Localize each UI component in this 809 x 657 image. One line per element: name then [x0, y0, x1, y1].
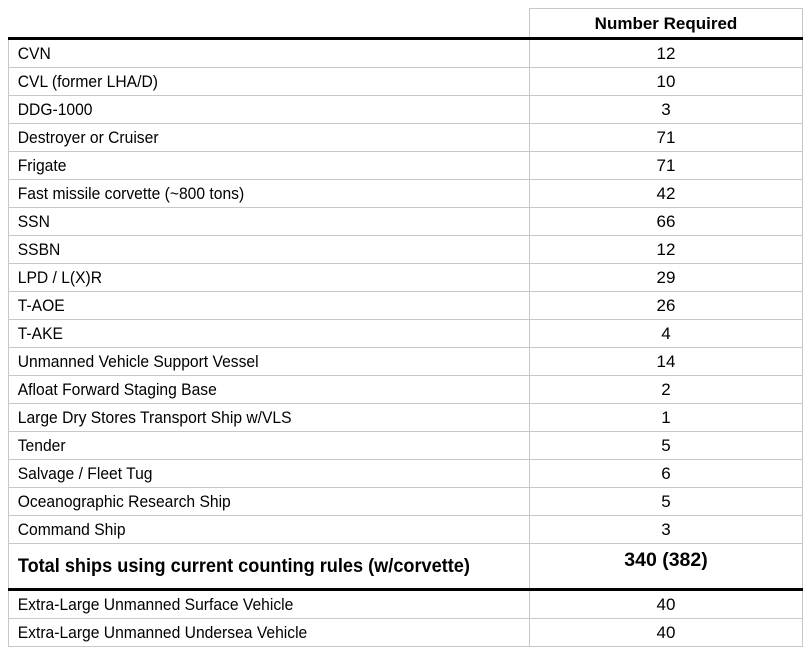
number-required-cell: 4 [530, 320, 803, 348]
number-required-cell: 42 [530, 180, 803, 208]
total-label: Total ships using current counting rules (w/corvette) [9, 544, 494, 590]
number-required-cell: 40 [530, 590, 803, 619]
number-required-cell: 3 [530, 96, 803, 124]
table-row [9, 152, 803, 180]
number-required-cell: 6 [530, 460, 803, 488]
ship-type-cell: Unmanned Vehicle Support Vessel [9, 348, 488, 376]
number-required-cell: 14 [530, 348, 803, 376]
ship-type-cell: Tender [9, 432, 488, 460]
number-required-cell: 66 [530, 208, 803, 236]
table-row [9, 292, 803, 320]
number-required-cell: 12 [530, 39, 803, 68]
ship-type-cell: Fast missile corvette (~800 tons) [9, 180, 488, 208]
number-required-cell: 5 [530, 432, 803, 460]
ship-type-cell: T-AKE [9, 320, 488, 348]
table-row [9, 590, 803, 619]
table-row [9, 320, 803, 348]
number-required-cell: 12 [530, 236, 803, 264]
number-required-cell: 26 [530, 292, 803, 320]
ship-type-cell: CVL (former LHA/D) [9, 68, 488, 96]
ship-type-cell: Extra-Large Unmanned Surface Vehicle [9, 590, 488, 619]
total-row [9, 544, 803, 590]
table-row [9, 39, 803, 68]
ship-type-cell: Large Dry Stores Transport Ship w/VLS [9, 404, 488, 432]
table-row [9, 180, 803, 208]
number-required-cell: 71 [530, 152, 803, 180]
ship-type-cell: Command Ship [9, 516, 488, 544]
ship-requirements-table [8, 8, 803, 647]
table-row [9, 124, 803, 152]
table-row [9, 460, 803, 488]
table-row [9, 348, 803, 376]
ship-type-cell: SSN [9, 208, 488, 236]
ship-type-cell: Frigate [9, 152, 488, 180]
table-header-row [9, 9, 803, 39]
table-row [9, 432, 803, 460]
number-required-cell: 10 [530, 68, 803, 96]
table-row [9, 96, 803, 124]
ship-type-cell: Extra-Large Unmanned Undersea Vehicle [9, 619, 488, 647]
ship-type-cell: Destroyer or Cruiser [9, 124, 488, 152]
table-row [9, 516, 803, 544]
number-required-cell: 3 [530, 516, 803, 544]
number-required-cell: 40 [530, 619, 803, 647]
ship-type-cell: Salvage / Fleet Tug [9, 460, 488, 488]
table-row [9, 404, 803, 432]
ship-type-cell: Oceanographic Research Ship [9, 488, 488, 516]
table-row [9, 236, 803, 264]
table-row [9, 619, 803, 647]
ship-type-cell: DDG-1000 [9, 96, 488, 124]
number-required-cell: 2 [530, 376, 803, 404]
table-row [9, 68, 803, 96]
number-required-cell: 1 [530, 404, 803, 432]
ship-type-cell: LPD / L(X)R [9, 264, 488, 292]
ship-type-cell: SSBN [9, 236, 488, 264]
header-number-required: Number Required [530, 9, 803, 39]
ship-type-cell: T-AOE [9, 292, 488, 320]
number-required-cell: 29 [530, 264, 803, 292]
table-row [9, 376, 803, 404]
ship-type-cell: CVN [9, 39, 488, 68]
ship-type-cell: Afloat Forward Staging Base [9, 376, 488, 404]
number-required-cell: 5 [530, 488, 803, 516]
header-ship-type-cell [9, 9, 488, 39]
total-value: 340 (382) [530, 544, 803, 590]
table-body [9, 9, 803, 647]
table-row [9, 208, 803, 236]
table-row [9, 488, 803, 516]
number-required-cell: 71 [530, 124, 803, 152]
table-row [9, 264, 803, 292]
